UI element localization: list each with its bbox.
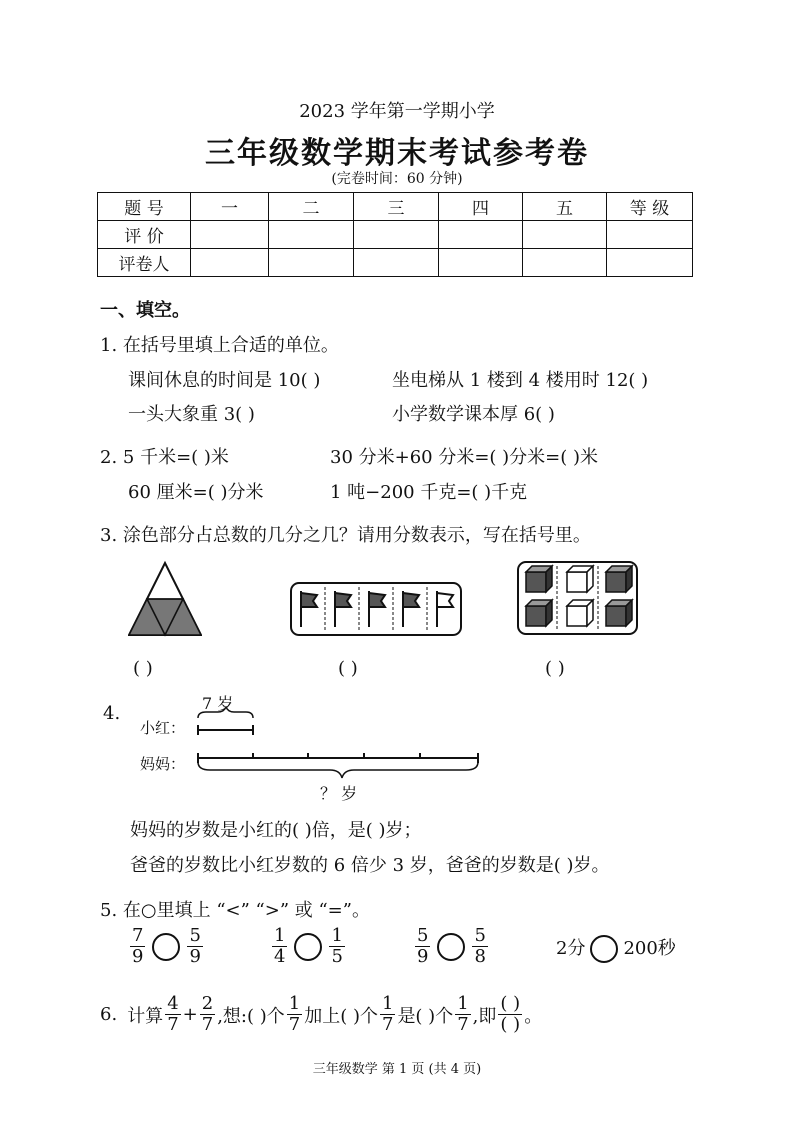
q1-item-b: 坐电梯从 1 楼到 4 楼用时 12( ): [392, 370, 649, 391]
fraction: $\frac{1}{7}$: [288, 993, 301, 1035]
q5-compare-2: [270, 926, 347, 967]
score-input-cell[interactable]: [354, 249, 439, 277]
fraction: $\frac{4}{7}$: [167, 993, 179, 1035]
score-input-cell[interactable]: [269, 221, 354, 249]
label-mama: 妈妈：: [140, 755, 186, 773]
q6-calc-label: 计算: [127, 1005, 164, 1027]
score-input-cell[interactable]: [269, 249, 354, 277]
score-input-cell[interactable]: [439, 249, 523, 277]
fraction: $\frac{7}{9}$: [132, 925, 144, 967]
q6-is-text: 是( )个: [397, 1005, 454, 1027]
score-input-cell[interactable]: [191, 221, 269, 249]
q6-add-text: 加上( )个: [304, 1005, 378, 1027]
table-cell: 等 级: [607, 193, 693, 221]
compare-circle[interactable]: [294, 933, 322, 961]
score-input-cell[interactable]: [523, 221, 607, 249]
time-left: 2分: [556, 938, 586, 959]
q1-item-c: 一头大象重 3( ): [128, 404, 255, 425]
q3-stem: 3. 涂色部分占总数的几分之几？请用分数表示，写在括号里。: [100, 525, 591, 546]
label-xiaohong: 小红：: [140, 719, 186, 737]
q4-line2: 爸爸的岁数比小红岁数的 6 倍少 3 岁，爸爸的岁数是( )岁。: [130, 855, 610, 876]
q6-line: [100, 994, 542, 1035]
score-table-row: [98, 221, 693, 249]
q1-stem: 1. 在括号里填上合适的单位。: [100, 335, 339, 356]
q3-blank-3[interactable]: ( ): [545, 658, 565, 679]
time-right: 200秒: [623, 938, 676, 959]
fraction: $\frac{5}{8}$: [474, 925, 486, 967]
fraction: $\frac{1}{5}$: [331, 925, 343, 967]
q2-line2a: 60 厘米=( )分米: [128, 482, 264, 503]
score-table-row: [98, 249, 693, 277]
q2-line1a: 2. 5 千米=( )米: [100, 447, 229, 468]
q1-item-a: 课间休息的时间是 10( ): [128, 370, 321, 391]
q2-line1b: 30 分米+60 分米=( )分米=( )米: [330, 447, 599, 468]
score-input-cell[interactable]: [354, 221, 439, 249]
q4-number: 4.: [103, 703, 121, 724]
table-cell: 评 价: [98, 221, 191, 249]
table-cell: 二: [269, 193, 354, 221]
fraction: $\frac{5}{9}$: [189, 925, 201, 967]
age-line-diagram: [190, 706, 486, 780]
plus-sign: +: [182, 1004, 198, 1025]
score-table-header-row: [98, 193, 693, 221]
q6-end-punct: 。: [524, 1005, 543, 1027]
fraction: $\frac{1}{7}$: [457, 993, 469, 1035]
flags-figure: [289, 581, 463, 637]
score-table: [97, 192, 693, 277]
q5-compare-1: [128, 926, 205, 967]
table-cell: 评卷人: [98, 249, 191, 277]
exam-title: 三年级数学期末考试参考卷: [205, 136, 589, 171]
q6-think-text: ,想:( )个: [217, 1005, 285, 1027]
time-note: (完卷时间：60 分钟): [331, 171, 463, 187]
compare-circle[interactable]: [437, 933, 465, 961]
triangle-figure: [128, 560, 202, 638]
fraction: $\frac{1}{4}$: [274, 925, 286, 967]
q6-ie-text: ,即: [472, 1005, 497, 1027]
q3-blank-2[interactable]: ( ): [338, 658, 358, 679]
score-input-cell[interactable]: [607, 249, 693, 277]
q4-line1: 妈妈的岁数是小红的( )倍，是( )岁；: [130, 820, 422, 841]
q2-line2b: 1 吨−200 千克=( )千克: [330, 482, 528, 503]
table-cell: 四: [439, 193, 523, 221]
age-label-top: 7 岁: [202, 694, 234, 713]
q1-item-d: 小学数学课本厚 6( ): [392, 404, 555, 425]
q5-compare-3: [413, 926, 490, 967]
table-cell: 一: [191, 193, 269, 221]
fraction: $\frac{2}{7}$: [201, 993, 214, 1035]
cubes-figure: [516, 560, 639, 636]
score-input-cell[interactable]: [191, 249, 269, 277]
compare-circle[interactable]: [152, 933, 180, 961]
score-input-cell[interactable]: [607, 221, 693, 249]
fraction: $\frac{5}{9}$: [417, 925, 429, 967]
score-input-cell[interactable]: [523, 249, 607, 277]
answer-fraction[interactable]: $\frac{( )}{( )}$: [500, 993, 521, 1035]
compare-circle[interactable]: [590, 935, 618, 963]
score-input-cell[interactable]: [439, 221, 523, 249]
page-footer: 三年级数学 第 1 页 (共 4 页): [312, 1062, 482, 1077]
exam-subtitle: 2023 学年第一学期小学: [299, 101, 495, 122]
age-label-bottom: ？ 岁: [320, 784, 358, 803]
section-heading: 一、填空。: [100, 300, 190, 321]
table-cell: 五: [523, 193, 607, 221]
table-cell: 三: [354, 193, 439, 221]
q5-stem: 5. 在○里填上 “<” “>” 或 “=”。: [100, 900, 370, 921]
q5-compare-4: [556, 934, 676, 963]
table-cell: 题 号: [98, 193, 191, 221]
fraction: $\frac{1}{7}$: [381, 993, 394, 1035]
q3-blank-1[interactable]: ( ): [133, 658, 153, 679]
q6-number: 6.: [100, 1004, 118, 1025]
